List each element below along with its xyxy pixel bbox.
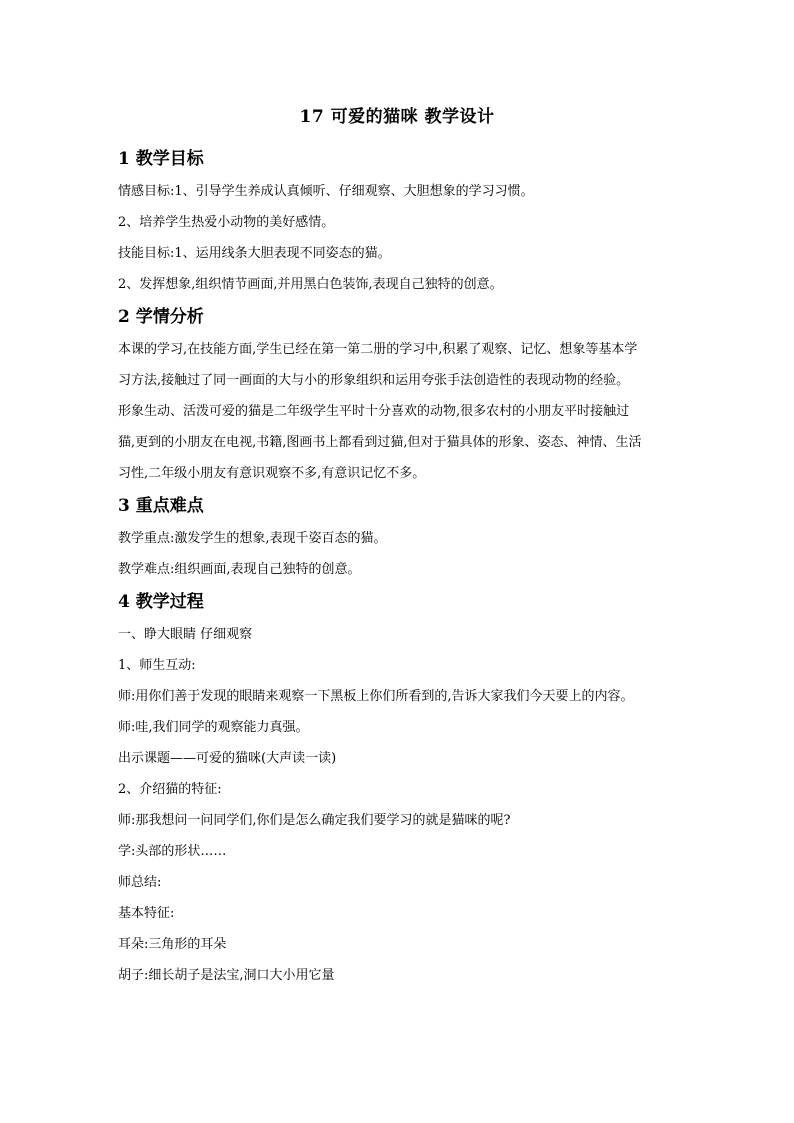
paragraph-line: 师:哇,我们同学的观察能力真强。 [118,720,309,735]
section-key-points [118,495,678,585]
paragraph-line: 师总结: [118,875,162,890]
paragraph-line: 出示课题——可爱的猫咪(大声读一读) [118,751,337,766]
paragraph-line: 习性,二年级小朋友有意识观察不多,有意识记忆不多。 [118,466,426,481]
paragraph-line: 学:头部的形状…… [118,844,227,859]
paragraph-line: 本课的学习,在技能方面,学生已经在第一第二册的学习中,积累了观察、记忆、想象等基本学 [118,342,638,357]
paragraph-line: 习方法,接触过了同一画面的大与小的形象组织和运用夸张手法创造性的表现动物的经验。 [118,373,630,388]
section-heading: 4 教学过程 [118,592,204,612]
document-body [118,148,678,991]
document-title: 17 可爱的猫咪 教学设计 [299,107,495,127]
paragraph-line: 形象生动、活泼可爱的猫是二年级学生平时十分喜欢的动物,很多农村的小朋友平时接触过 [118,404,630,419]
paragraph-line: 技能目标:1、运用线条大胆表现不同姿态的猫。 [118,246,391,261]
paragraph-line: 2、培养学生热爱小动物的美好感情。 [118,215,335,230]
paragraph-line: 一、睁大眼睛 仔细观察 [118,627,253,642]
paragraph-line: 教学难点:组织画面,表现自己独特的创意。 [118,562,361,577]
paragraph-line: 师:用你们善于发现的眼睛来观察一下黑板上你们所看到的,告诉大家我们今天要上的内容。 [118,689,634,704]
paragraph-line: 情感目标:1、引导学生养成认真倾听、仔细观察、大胆想象的学习习惯。 [118,184,534,199]
paragraph-line: 2、发挥想象,组织情节画面,并用黑白色装饰,表现自己独特的创意。 [118,277,503,292]
section-heading: 1 教学目标 [118,149,204,169]
paragraph-line: 1、师生互动: [118,658,196,673]
paragraph-line: 胡子:细长胡子是法宝,洞口大小用它量 [118,968,335,983]
section-heading: 3 重点难点 [118,496,204,516]
section-heading: 2 学情分析 [118,307,204,327]
section-teaching-goals [118,148,678,300]
paragraph-line: 师:那我想问一问同学们,你们是怎么确定我们要学习的就是猫咪的呢? [118,813,511,828]
paragraph-line: 基本特征: [118,906,175,921]
paragraph-line: 教学重点:激发学生的想象,表现千姿百态的猫。 [118,531,387,546]
section-student-analysis [118,306,678,489]
paragraph-line: 猫,更到的小朋友在电视,书籍,图画书上都看到过猫,但对于猫具体的形象、姿态、神情、生活 [118,435,642,450]
section-teaching-process [118,591,678,991]
paragraph-line: 耳朵:三角形的耳朵 [118,937,227,952]
paragraph-line: 2、介绍猫的特征: [118,782,222,797]
